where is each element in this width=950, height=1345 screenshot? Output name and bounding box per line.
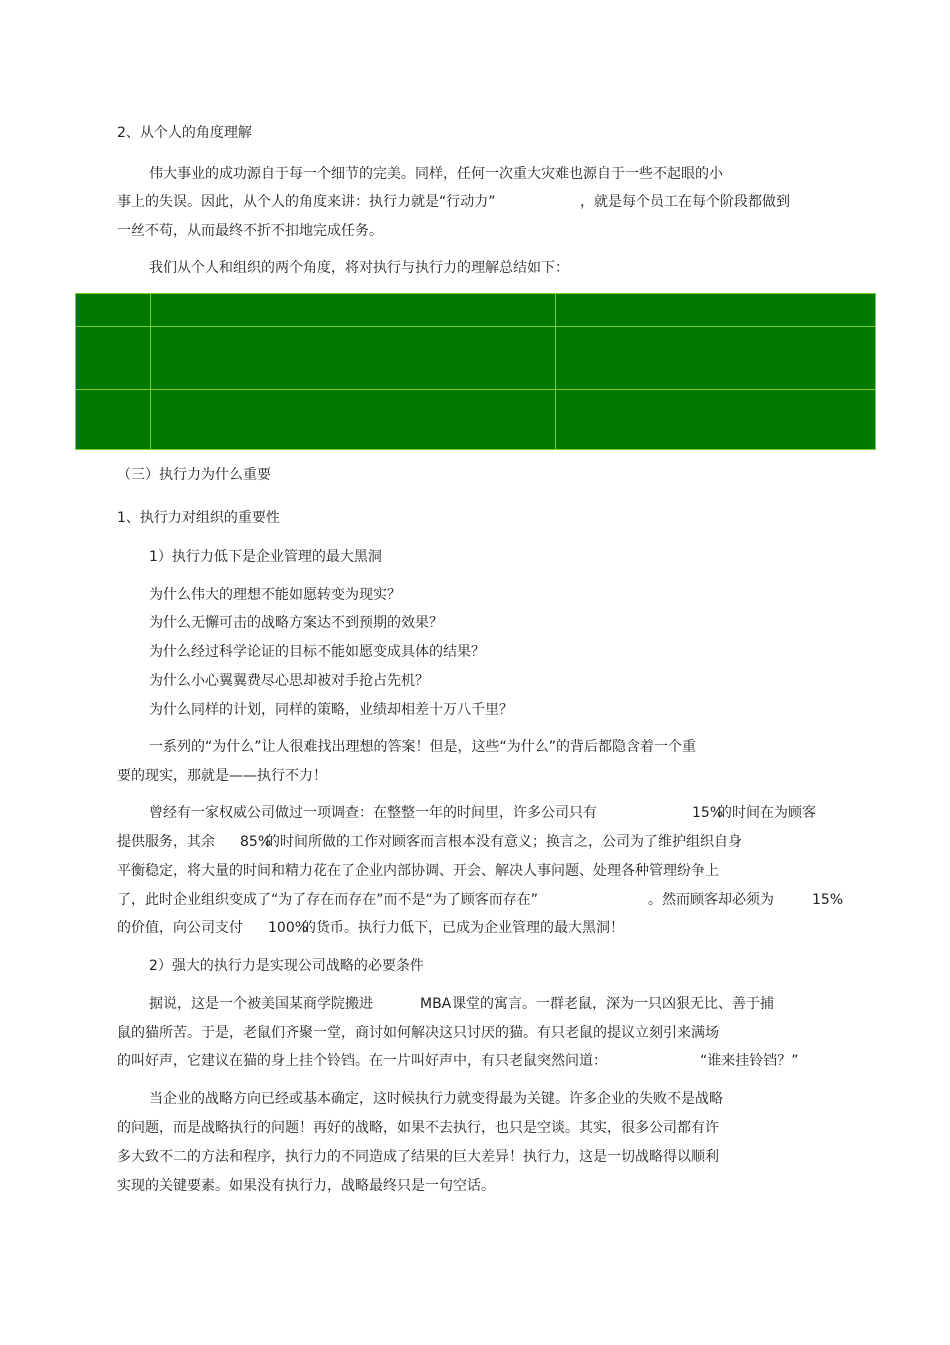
table-row-divider xyxy=(76,326,875,327)
paragraph-line: 平衡稳定，将大量的时间和精力花在了企业内部协调、开会、解决人事问题、处理各种管理纷争上 xyxy=(117,863,719,879)
paragraph-line: 曾经有一家权威公司做过一项调查：在整整一年的时间里，许多公司只有 xyxy=(149,805,597,821)
point-heading: 1）执行力低下是企业管理的最大黑洞 xyxy=(149,549,382,565)
subsection-heading: 1、执行力对组织的重要性 xyxy=(117,510,280,526)
paragraph-line: 当企业的战略方向已经或基本确定，这时候执行力就变得最为关键。许多企业的失败不是战略 xyxy=(149,1091,723,1107)
section-heading-importance: （三）执行力为什么重要 xyxy=(117,467,271,483)
percent-value: 85% xyxy=(240,834,272,850)
paragraph-line: 一系列的“为什么”让人很难找出理想的答案！但是，这些“为什么”的背后都隐含着一个重 xyxy=(149,739,697,755)
question-item: 为什么同样的计划，同样的策略，业绩却相差十万八千里？ xyxy=(149,702,513,718)
summary-table xyxy=(75,293,876,450)
table-column-divider xyxy=(555,294,556,449)
paragraph-line: 的时间在为顾客 xyxy=(718,805,816,821)
section-heading-personal: 2、从个人的角度理解 xyxy=(117,125,252,141)
question-item: 为什么经过科学论证的目标不能如愿变成具体的结果？ xyxy=(149,644,485,660)
paragraph-line: 课堂的寓言。一群老鼠，深为一只凶狠无比、善于捕 xyxy=(452,996,774,1012)
percent-value: 100% xyxy=(268,920,309,936)
table-column-divider xyxy=(150,294,151,449)
paragraph-line: 提供服务，其余 xyxy=(117,834,215,850)
paragraph-line: 要的现实，那就是——执行不力！ xyxy=(117,768,327,784)
point-heading: 2）强大的执行力是实现公司战略的必要条件 xyxy=(149,958,424,974)
paragraph-line: 据说，这是一个被美国某商学院搬进 xyxy=(149,996,373,1012)
paragraph-line: 的货币。执行力低下，已成为企业管理的最大黑洞！ xyxy=(302,920,624,936)
percent-value: 15% xyxy=(812,892,844,908)
paragraph-line: 实现的关键要素。如果没有执行力，战略最终只是一句空话。 xyxy=(117,1178,495,1194)
quote-text: “谁来挂铃铛？” xyxy=(700,1053,799,1069)
paragraph-line: 了，此时企业组织变成了“为了存在而存在”而不是“为了顾客而存在” xyxy=(117,892,539,908)
paragraph-line: 。然而顾客却必须为 xyxy=(648,892,774,908)
table-row-divider xyxy=(76,389,875,390)
paragraph-line: 鼠的猫所苦。于是，老鼠们齐聚一堂，商讨如何解决这只讨厌的猫。有只老鼠的提议立刻引来满场 xyxy=(117,1025,719,1041)
paragraph-line: ，就是每个员工在每个阶段都做到 xyxy=(580,194,790,210)
paragraph-line: 事上的失误。因此，从个人的角度来讲：执行力就是“行动力” xyxy=(117,194,496,210)
question-item: 为什么小心翼翼费尽心思却被对手抢占先机？ xyxy=(149,673,429,689)
paragraph-line: 的价值，向公司支付 xyxy=(117,920,243,936)
paragraph-line: 的时间所做的工作对顾客而言根本没有意义；换言之，公司为了维护组织自身 xyxy=(266,834,742,850)
paragraph-line: 伟大事业的成功源自于每一个细节的完美。同样，任何一次重大灾难也源自于一些不起眼的小 xyxy=(149,166,723,182)
summary-intro: 我们从个人和组织的两个角度，将对执行与执行力的理解总结如下： xyxy=(149,260,569,276)
paragraph-line: 的叫好声，它建议在猫的身上挂个铃铛。在一片叫好声中，有只老鼠突然问道： xyxy=(117,1053,607,1069)
percent-value: 15% xyxy=(692,805,724,821)
mba-text: MBA xyxy=(420,996,452,1012)
paragraph-line: 的问题，而是战略执行的问题！再好的战略，如果不去执行，也只是空谈。其实，很多公司都有许 xyxy=(117,1120,719,1136)
paragraph-line: 多大致不二的方法和程序，执行力的不同造成了结果的巨大差异！执行力，这是一切战略得以顺利 xyxy=(117,1149,719,1165)
question-item: 为什么无懈可击的战略方案达不到预期的效果？ xyxy=(149,615,443,631)
paragraph-line: 一丝不苟，从而最终不折不扣地完成任务。 xyxy=(117,223,383,239)
question-item: 为什么伟大的理想不能如愿转变为现实？ xyxy=(149,587,401,603)
